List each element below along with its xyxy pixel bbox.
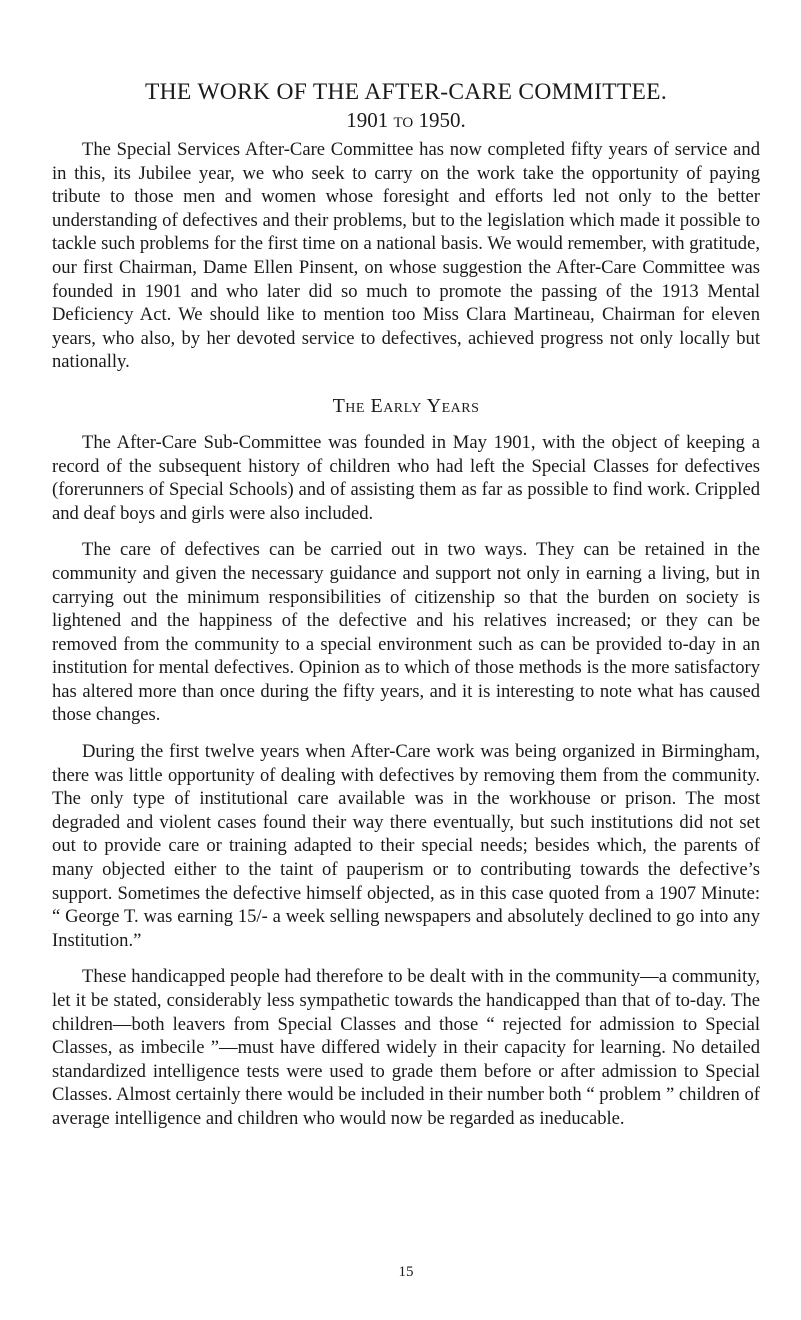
paragraph-community: These handicapped people had therefore to be dealt with in the community—a community, let it be stated, considerably less sympathetic towards the handicapped than that of to-day. The children—both leavers from Special Classes and those “ rejected for admission to Special Classes, as imbecile ”—must have differed widely in their capacity for learning. No detailed standardized intelligence tests were used to grade them before or after admission to Special Classes. Almost certainly there would be included in their number both “ problem ” children of average intelligence and children who would now be regarded as ineducable. (52, 966, 760, 1129)
page-number: 15 (398, 1264, 414, 1280)
paragraph-first-twelve-years: During the first twelve years when After-Care work was being organized in Birmingham, there was little opportunity of dealing with defectives by removing them from the community. The only type of institutional care available was in the workhouse or prison. The most degraded and violent cases found their way there eventually, but such institutions did not set out to provide care or training adapted to their special needs; besides which, the parents of many objected either to the taint of pauperism or to contributing towards the defective’s support. Sometimes the defective himself objected, as in this case quoted from a 1907 Minute: “ George T. was earning 15/- a week selling newspapers and absolutely declined to go into any Institution.” (52, 741, 760, 951)
section-heading: The Early Years (332, 394, 480, 417)
end-year: 1950. (418, 108, 466, 132)
document-page (52, 0, 760, 1320)
year-connector: to (393, 108, 414, 132)
page-subtitle (52, 107, 760, 133)
body-text (52, 138, 760, 1144)
paragraph-founding: The After-Care Sub-Committee was founded in May 1901, with the object of keeping a record of the subsequent history of children who had left the Special Classes for defectives (forerunners of Special Schools) and of assisting them as far as possible to find work. Crippled and deaf boys and girls were also included. (52, 431, 760, 524)
intro-paragraph: The Special Services After-Care Committee has now completed fifty years of service and in this, its Jubilee year, we who seek to carry on the work take the opportunity of paying tribute to those men and women whose foresight and efforts led not only to the better understanding of defectives and their problems, but to the legislation which made it possible to tackle such problems for the first time on a national basis. We would remember, with gratitude, our first Chairman, Dame Ellen Pinsent, on whose suggestion the After-Care Committee was founded in 1901 and who later did so much to promote the passing of the 1913 Mental Deficiency Act. We should like to mention too Miss Clara Martineau, Chairman for eleven years, who also, by her devoted service to defectives, achieved progress not only locally but nationally. (52, 139, 760, 373)
start-year: 1901 (346, 108, 389, 132)
page-title: THE WORK OF THE AFTER-CARE COMMITTEE. (144, 79, 667, 105)
paragraph-care-methods: The care of defectives can be carried out in two ways. They can be retained in the community and given the necessary guidance and support not only in earning a living, but in carrying out the minimum responsibilities of citizenship so that the burden on society is lightened and the happiness of the defective and his relatives increased; or they can be removed from the community to a special environment such as can be provided to-day in an institution for mental defectives. Opinion as to which of those methods is the more satisfactory has altered more than once during the fifty years, and it is interesting to note what has caused those changes. (52, 539, 760, 726)
